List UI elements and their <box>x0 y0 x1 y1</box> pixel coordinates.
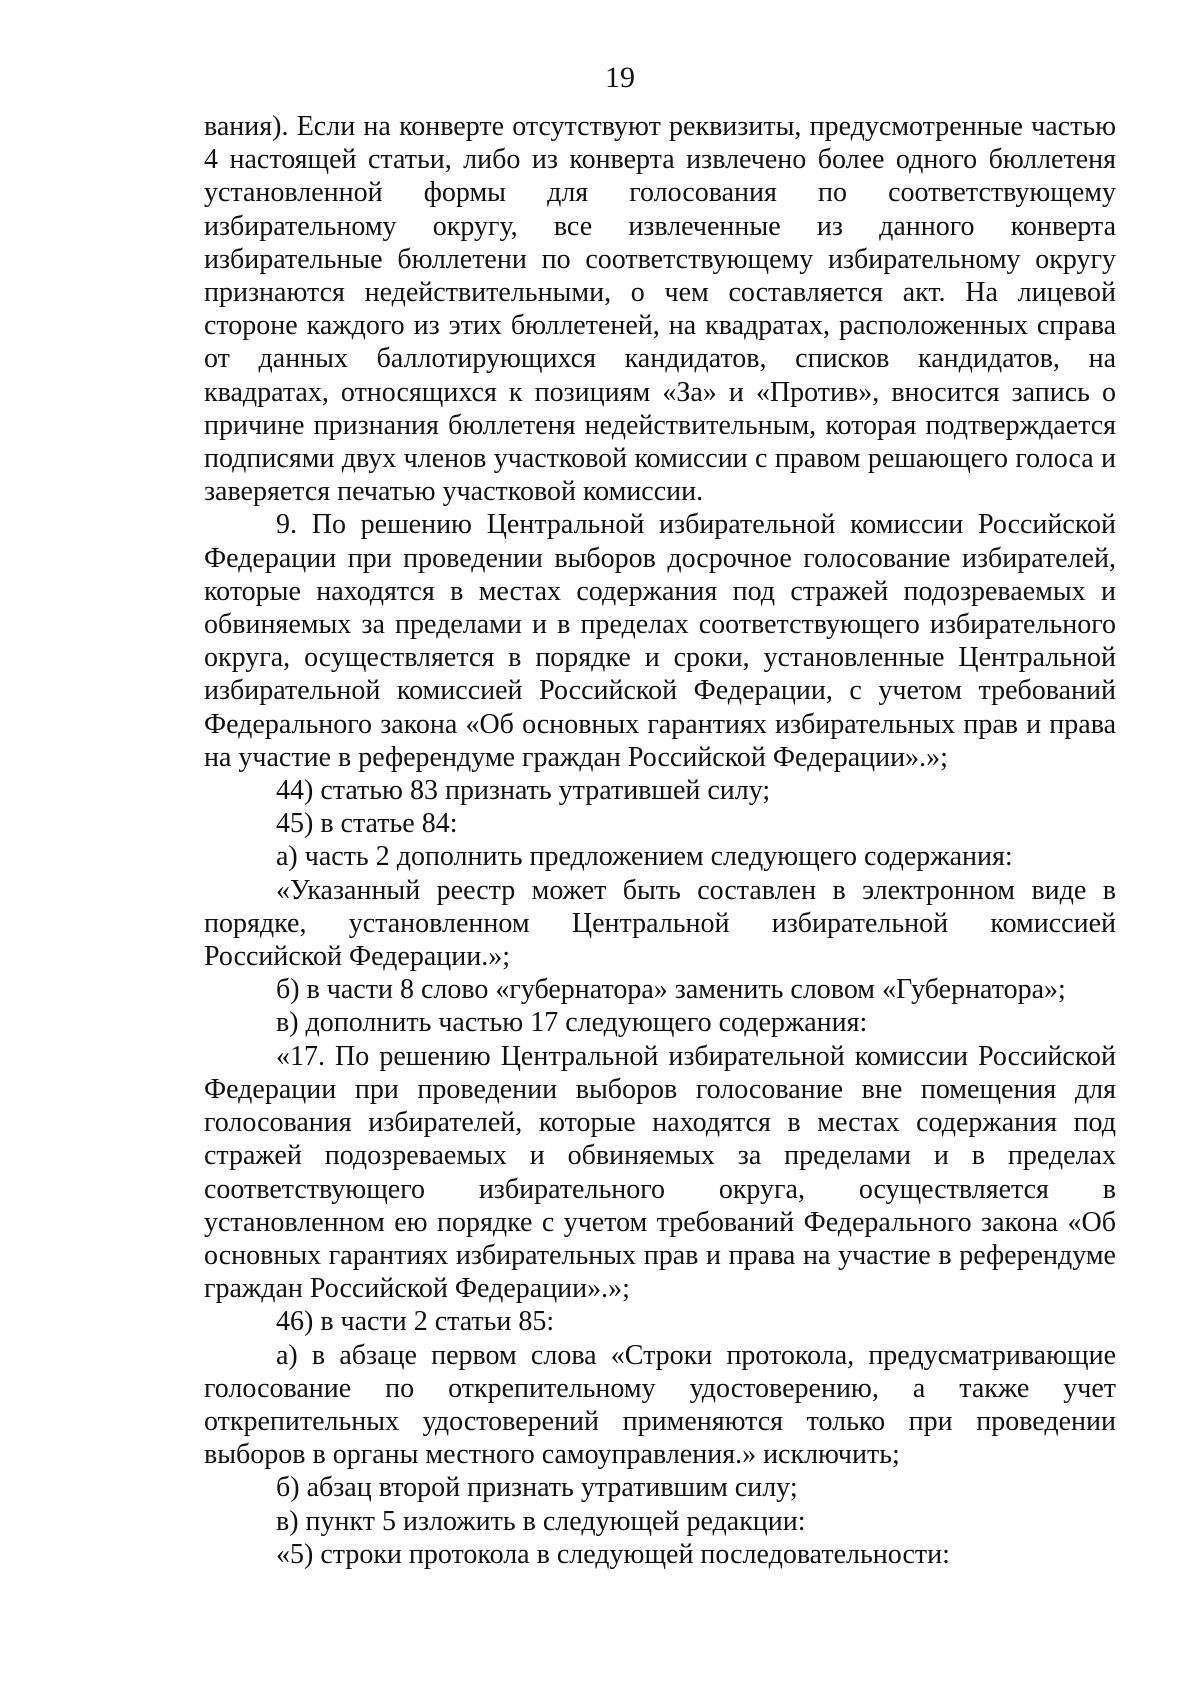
document-body <box>204 110 1116 1571</box>
paragraph-12: б) абзац второй признать утратившим силу; <box>276 1472 798 1504</box>
paragraph-9: «17. По решению Центральной избирательной комиссии Российской Федерации при проведении выборов голосование вне помещения для голосования избирателей, которые находятся в местах содержания под стражей подозреваемых и обвиняемых за пределами и в пределах соответствующего избирательного округа, осуществляется в установленном ею порядке с учетом требований Федерального закона «Об основных гарантиях избирательных прав и права на участие в референдуме граждан Российской Федерации».»; <box>204 1040 1116 1305</box>
paragraph-1: вания). Если на конверте отсутствуют реквизиты, предусмотренные частью 4 настоящей статьи, либо из конверта извлечено более одного бюллетеня установленной формы для голосования по соответствующему избирательному округу, все извлеченные из данного конверта избирательные бюллетени по соответствующему избирательному округу признаются недействительными, о чем составляется акт. На лицевой стороне каждого из этих бюллетеней, на квадратах, расположенных справа от данных баллотирующихся кандидатов, списков кандидатов, на квадратах, относящихся к позициям «За» и «Против», вносится запись о причине признания бюллетеня недействительным, которая подтверждается подписями двух членов участковой комиссии с правом решающего голоса и заверяется печатью участковой комиссии. <box>204 111 1116 508</box>
paragraph-8: в) дополнить частью 17 следующего содержания: <box>276 1007 868 1039</box>
paragraph-6: «Указанный реестр может быть составлен в электронном виде в порядке, установленном Центральной избирательной комиссией Российской Федерации.»; <box>204 874 1116 973</box>
paragraph-4: 45) в статье 84: <box>276 808 458 840</box>
paragraph-2: 9. По решению Центральной избирательной комиссии Российской Федерации при проведении выборов досрочное голосование избирателей, которые находятся в местах содержания под стражей подозреваемых и обвиняемых за пределами и в пределах соответствующего избирательного округа, осуществляется в порядке и сроки, установленные Центральной избирательной комиссией Российской Федерации, с учетом требований Федерального закона «Об основных гарантиях избирательных прав и права на участие в референдуме граждан Российской Федерации».»; <box>204 509 1116 773</box>
paragraph-14: «5) строки протокола в следующей последовательности: <box>276 1538 950 1570</box>
page-number: 19 <box>605 61 635 94</box>
paragraph-7: б) в части 8 слово «губернатора» заменить словом «Губернатора»; <box>276 974 1066 1006</box>
paragraph-13: в) пункт 5 изложить в следующей редакции: <box>276 1505 806 1537</box>
paragraph-5: а) часть 2 дополнить предложением следующего содержания: <box>276 841 1013 873</box>
paragraph-3: 44) статью 83 признать утратившей силу; <box>276 775 771 807</box>
paragraph-11: а) в абзаце первом слова «Строки протокола, предусматривающие голосование по открепительному удостоверению, а также учет открепительных удостоверений применяются только при проведении выборов в органы местного самоуправления.» исключить; <box>204 1339 1116 1471</box>
paragraph-10: 46) в части 2 статьи 85: <box>276 1306 555 1338</box>
